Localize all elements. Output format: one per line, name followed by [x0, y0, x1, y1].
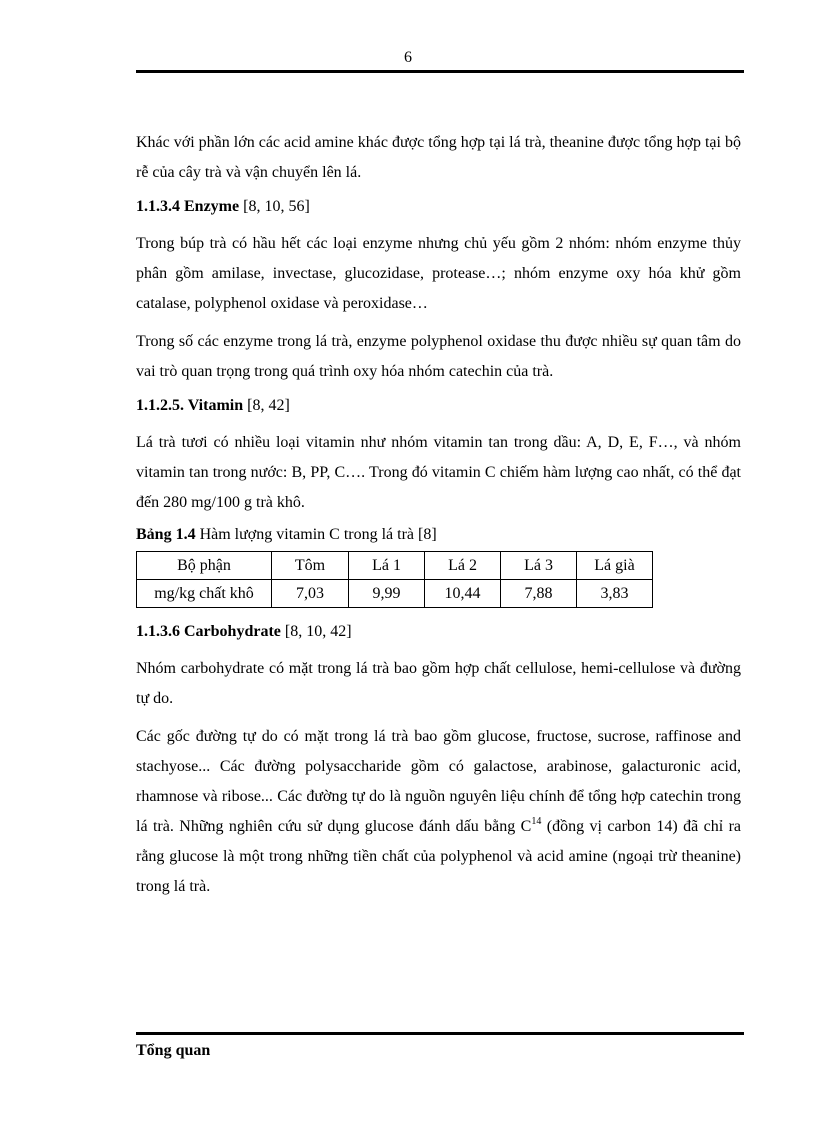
paragraph-free-sugars: [136, 722, 741, 902]
heading-enzyme-refs: [8, 10, 56]: [239, 198, 310, 215]
table-cell: 9,99: [349, 580, 425, 608]
table-header-cell: Lá già: [577, 552, 653, 580]
table-header-cell: Bộ phận: [137, 552, 272, 580]
table-cell: mg/kg chất khô: [137, 580, 272, 608]
table-cell: 7,03: [272, 580, 349, 608]
paragraph-enzyme-groups: Trong búp trà có hầu hết các loại enzyme nhưng chủ yếu gồm 2 nhóm: nhóm enzyme thủy phân gồm amilase, invectase, glucozidase, protease…; nhóm enzyme oxy hóa khử gồm catalase, polyphenol oxidase và peroxidase…: [136, 235, 741, 312]
page-number: 6: [404, 49, 412, 66]
table-row: [137, 580, 653, 608]
paragraph-carbohydrate: Nhóm carbohydrate có mặt trong lá trà bao gồm hợp chất cellulose, hemi-cellulose và đường tự do.: [136, 660, 741, 707]
table-caption-label: Bảng 1.4: [136, 526, 196, 543]
paragraph-free-sugars-end: (đồng vị carbon 14) đã chỉ ra rằng glucose là một trong những tiền chất của polyphenol và acid amine (ngoại trừ theanine) trong lá trà.: [136, 818, 741, 895]
table-header-cell: Lá 1: [349, 552, 425, 580]
table-header-cell: Lá 2: [425, 552, 501, 580]
heading-enzyme: [136, 192, 741, 222]
paragraph-polyphenol-oxidase: Trong số các enzyme trong lá trà, enzyme polyphenol oxidase thu được nhiều sự quan tâm do vai trò quan trọng trong quá trình oxy hóa nhóm catechin của trà.: [136, 333, 741, 380]
table-header-cell: Tôm: [272, 552, 349, 580]
paragraph-theanine: Khác với phần lớn các acid amine khác được tổng hợp tại lá trà, theanine được tổng hợp tại bộ rễ của cây trà và vận chuyển lên lá.: [136, 134, 741, 181]
page-content: [136, 128, 741, 910]
table-caption-text: Hàm lượng vitamin C trong lá trà [8]: [195, 526, 437, 543]
paragraph-vitamin: Lá trà tươi có nhiều loại vitamin như nhóm vitamin tan trong dầu: A, D, E, F…, và nhóm vitamin tan trong nước: B, PP, C…. Trong đó vitamin C chiếm hàm lượng cao nhất, có thể đạt đến 280 mg/100 g trà khô.: [136, 434, 741, 511]
footer-title: Tổng quan: [136, 1042, 211, 1059]
table-header-row: [137, 552, 653, 580]
heading-enzyme-label: 1.1.3.4 Enzyme: [136, 198, 240, 215]
heading-carbohydrate-label: 1.1.3.6 Carbohydrate: [136, 623, 281, 640]
heading-vitamin-refs: [8, 42]: [243, 397, 290, 414]
paragraph-free-sugars-start: Các gốc đường tự do có mặt trong lá trà bao gồm glucose, fructose, sucrose, raffinose and stachyose... Các đường polysaccharide gồm có galactose, arabinose, galacturonic acid, rhamnose và ribose... Các đường tự do là nguồn nguyên liệu chính để tổng hợp catechin trong lá trà. Những nghiên cứu sử dụng glucose đánh dấu bằng C: [136, 728, 741, 835]
table-header-cell: Lá 3: [501, 552, 577, 580]
header-rule: [136, 70, 744, 73]
table-cell: 7,88: [501, 580, 577, 608]
vitamin-c-table: [136, 551, 653, 608]
footer-rule: [136, 1032, 744, 1035]
heading-vitamin-label: 1.1.2.5. Vitamin: [136, 397, 244, 414]
heading-carbohydrate: [136, 617, 741, 647]
table-cell: 3,83: [577, 580, 653, 608]
heading-carbohydrate-refs: [8, 10, 42]: [280, 623, 352, 640]
superscript-14: 14: [531, 816, 542, 827]
heading-vitamin: [136, 391, 741, 421]
table-cell: 10,44: [425, 580, 501, 608]
table-caption: [136, 522, 741, 548]
